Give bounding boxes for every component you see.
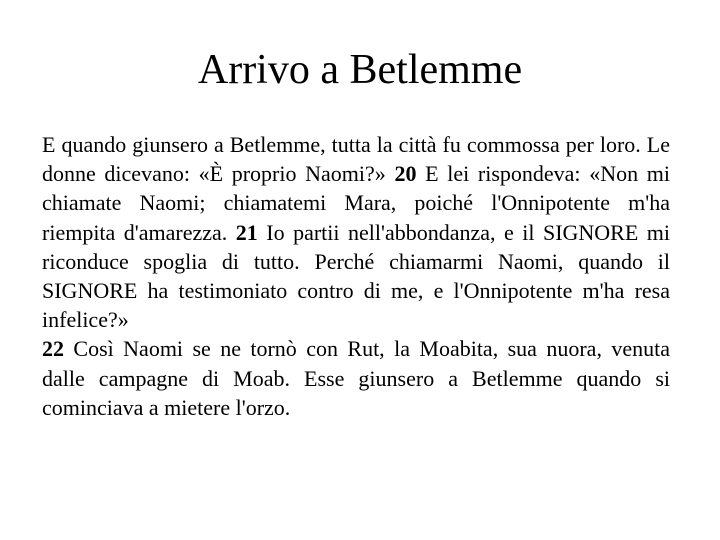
text-segment: Così Naomi se ne tornò con Rut, la Moabita, sua nuora, venuta dalle campagne di Moab. Esse giunsero a Betlemme quando si cominciava a mietere l'orzo. xyxy=(42,336,670,420)
slide-title: Arrivo a Betlemme xyxy=(197,47,523,93)
paragraph-1 xyxy=(42,130,670,334)
text-segment: E lei rispondeva: «Non mi chiamate Naomi; chiamatemi Mara, poiché l'Onnipotente m'ha riempita d'amarezza. xyxy=(42,161,670,245)
verse-number: 22 xyxy=(42,336,64,362)
verse-number: 21 xyxy=(235,219,258,245)
paragraph-2 xyxy=(42,334,670,422)
slide-body xyxy=(42,130,670,422)
verse-number: 20 xyxy=(394,161,417,187)
text-segment: Io partii nell'abbondanza, e il SIGNORE mi riconduce spoglia di tutto. Perché chiamarmi Naomi, quando il SIGNORE ha testimoniato contro di me, e l'Onnipotente m'ha resa infelice?» xyxy=(42,219,671,333)
text-segment: E quando giunsero a Betlemme, tutta la città fu commossa per loro. Le donne dicevano: «È proprio Naomi?» xyxy=(42,132,670,187)
